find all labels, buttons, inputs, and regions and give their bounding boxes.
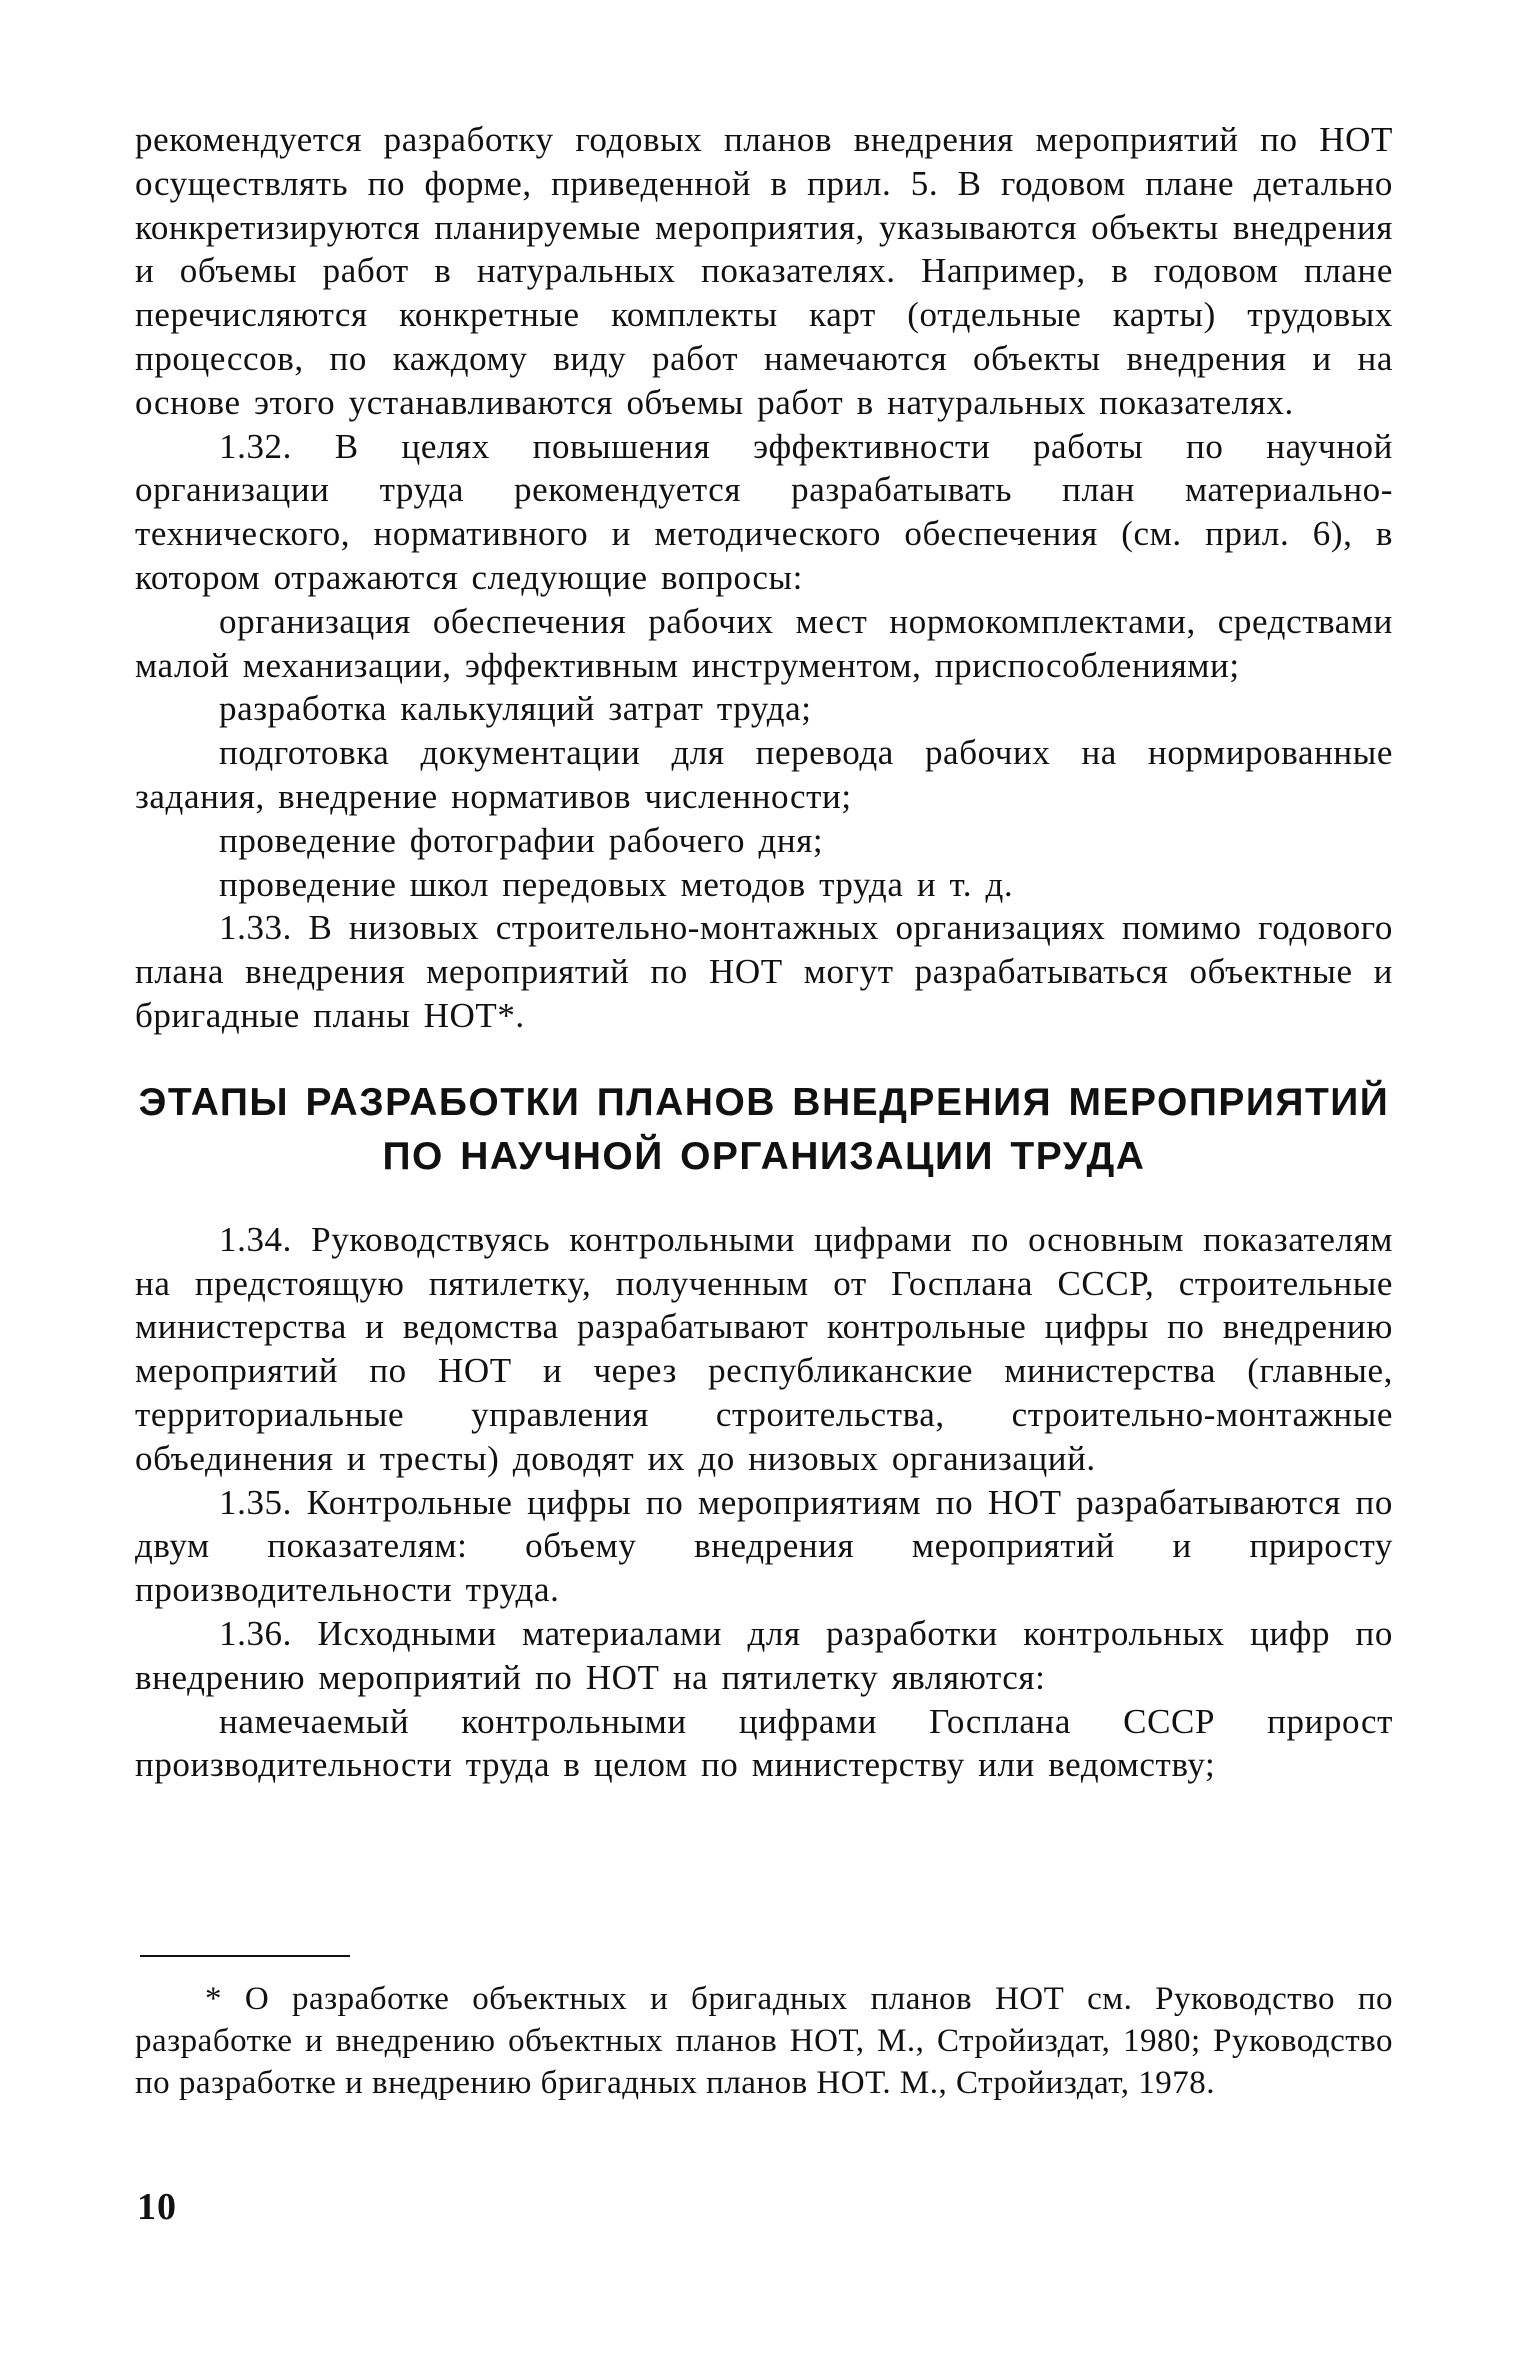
list-item-productivity-growth: намечаемый контрольными цифрами Госплана СССР прирост производительности труда в целом по министерству или ведомству; — [135, 1701, 1393, 1785]
paragraph-1-34: 1.34. Руководствуясь контрольными цифрами по основным показателям на предстоящую пятилетку, полученным от Госплана СССР, строительные министерства и ведомства разрабатывают контрольные цифры по внедрению мероприятий по НОТ и через республиканские министерства (главные, территориальные управления строительства, строительно-монтажные объединения и тресты) доводят их до низовых организаций. — [135, 1219, 1393, 1478]
paragraph-1-32: 1.32. В целях повышения эффективности работы по научной организации труда рекомендуется разрабатывать план материально-технического, нормативного и методического обеспечения (см. прил. 6), в котором отражаются следующие вопросы: — [135, 426, 1393, 597]
paragraph-1-36: 1.36. Исходными материалами для разработки контрольных цифр по внедрению мероприятий по НОТ на пятилетку являются: — [135, 1613, 1393, 1697]
section-heading-line-1: ЭТАПЫ РАЗРАБОТКИ ПЛАНОВ ВНЕДРЕНИЯ МЕРОПРИЯТИЙ — [138, 1080, 1390, 1124]
list-item-workplace-supply: организация обеспечения рабочих мест нормокомплектами, средствами малой механизации, эффективным инструментом, приспособлениями; — [135, 601, 1393, 685]
paragraph-1-33: 1.33. В низовых строительно-монтажных организациях помимо годового плана внедрения мероприятий по НОТ могут разрабатываться объектные и бригадные планы НОТ*. — [135, 908, 1393, 1035]
footnote: * О разработке объектных и бригадных планов НОТ см. Руководство по разработке и внедрению объектных планов НОТ, М., Стройиздат, 1980; Руководство по разработке и внедрению бригадных планов НОТ. М., Стройиздат, 1978. — [135, 1981, 1393, 2101]
list-item-documentation: подготовка документации для перевода рабочих на нормированные задания, внедрение нормативов численности; — [135, 733, 1393, 816]
paragraph-1-35: 1.35. Контрольные цифры по мероприятиям по НОТ разрабатываются по двум показателям: объему внедрения мероприятий и приросту производительности труда. — [135, 1482, 1393, 1610]
footnote-divider — [140, 1955, 350, 1957]
section-heading-line-2: ПО НАУЧНОЙ ОРГАНИЗАЦИИ ТРУДА — [382, 1134, 1146, 1178]
page-body — [135, 118, 1393, 1787]
list-item-workday-photography: проведение фотографии рабочего дня; — [219, 820, 824, 860]
paragraph-continuation: рекомендуется разработку годовых планов внедрения мероприятий по НОТ осуществлять по форме, приведенной в прил. 5. В годовом плане детально конкретизируются планируемые мероприятия, указываются объекты внедрения и объемы работ в натуральных показателях. Например, в годовом плане перечисляются конкретные комплекты карт (отдельные карты) трудовых процессов, по каждому виду работ намечаются объекты внедрения и на основе этого устанавливаются объемы работ в натуральных показателях. — [135, 120, 1393, 422]
page-number: 10 — [137, 2186, 177, 2228]
list-item-schools: проведение школ передовых методов труда и т. д. — [219, 864, 1014, 904]
section-heading — [135, 1076, 1393, 1184]
list-item-calculations: разработка калькуляций затрат труда; — [219, 689, 812, 729]
